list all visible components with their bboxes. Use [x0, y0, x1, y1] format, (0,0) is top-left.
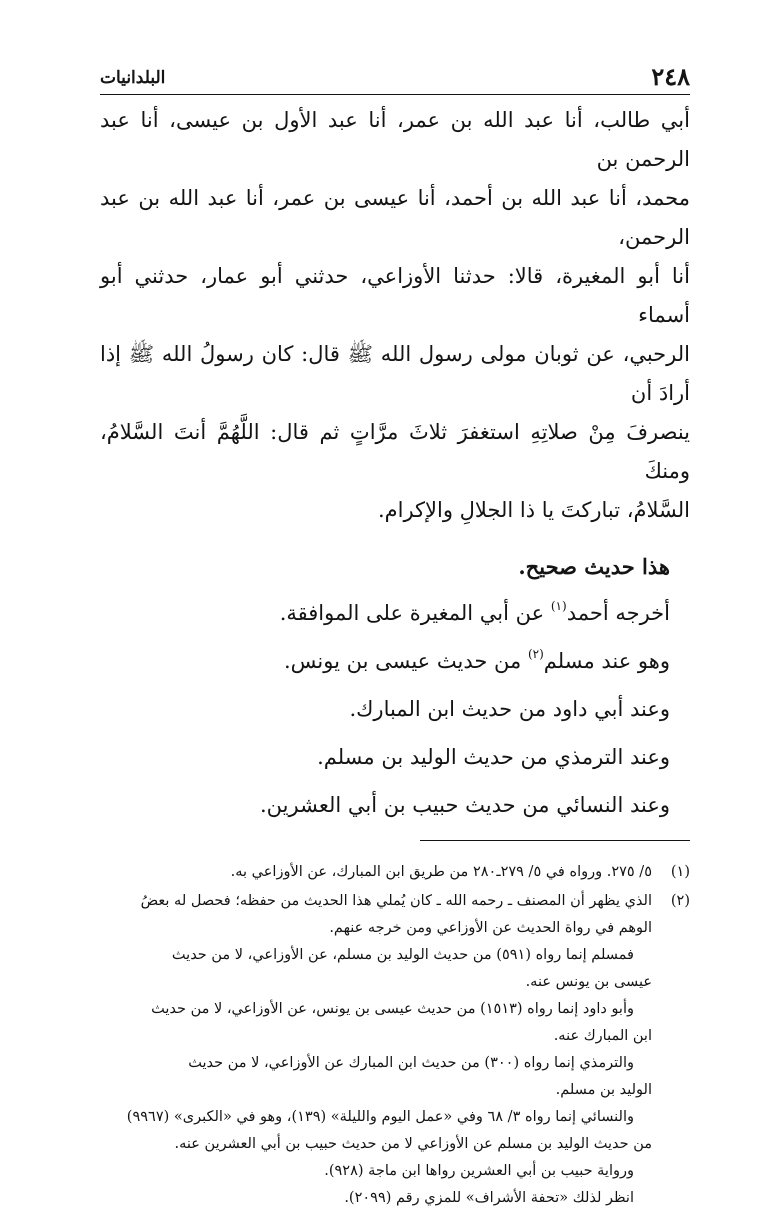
takhrij-text: أخرجه أحمد: [566, 601, 670, 625]
footnote-line: عيسى بن يونس عنه.: [525, 974, 652, 990]
hadith-ruling: هذا حديث صحيح.: [518, 554, 670, 579]
footnotes: [100, 859, 690, 1212]
footnote-ref-2[interactable]: (٢): [527, 647, 544, 661]
footnote-line: وأبو داود إنما رواه (١٥١٣) من حديث عيسى بن يونس، عن الأوزاعي، لا من حديث: [151, 1001, 634, 1017]
hadith-line: الرحبي، عن ثوبان مولى رسول الله ﷺ قال: كان رسولُ الله ﷺ إذا أرادَ أن: [100, 342, 690, 405]
footnote-line: الوليد بن مسلم.: [555, 1082, 652, 1098]
footnote-number: (١): [670, 864, 690, 880]
footnote-line: من حديث الوليد بن مسلم عن الأوزاعي لا من حديث حبيب بن أبي العشرين عنه.: [174, 1136, 652, 1152]
footnote-line: ٥/ ٢٧٥. ورواه في ٥/ ٢٧٩ـ٢٨٠ من طريق ابن المبارك، عن الأوزاعي به.: [230, 864, 652, 880]
takhrij-text: من حديث عيسى بن يونس.: [283, 649, 528, 673]
page-number: ٢٤٨: [651, 62, 690, 91]
running-title: البلدانيات: [100, 68, 166, 88]
footnote-number: (٢): [670, 893, 690, 909]
footnote-line: الوهم في رواة الحديث عن الأوزاعي ومن خرجه عنهم.: [329, 920, 652, 936]
footnote-2: [100, 888, 690, 1212]
footnote-ref-1[interactable]: (١): [550, 599, 567, 613]
footnote-line: فمسلم إنما رواه (٥٩١) من حديث الوليد بن مسلم، عن الأوزاعي، لا من حديث: [171, 947, 634, 963]
hadith-line: أنا أبو المغيرة، قالا: حدثنا الأوزاعي، حدثني أبو عمار، حدثني أبو أسماء: [100, 264, 690, 327]
footnote-line: والترمذي إنما رواه (٣٠٠) من حديث ابن المبارك عن الأوزاعي، لا من حديث: [188, 1055, 634, 1071]
hadith-line: ينصرفَ مِنْ صلاتِهِ استغفرَ ثلاثَ مرَّاتٍ ثم قال: اللَّهُمَّ أنتَ السَّلامُ، ومنكَ: [100, 420, 690, 483]
takhrij-text: عن أبي المغيرة على الموافقة.: [279, 601, 551, 625]
takhrij-item: [100, 742, 670, 772]
takhrij-text: وعند الترمذي من حديث الوليد بن مسلم.: [317, 745, 670, 769]
hadith-line: محمد، أنا عبد الله بن أحمد، أنا عيسى بن عمر، أنا عبد الله بن عبد الرحمن،: [100, 186, 690, 249]
footnote-line: الذي يظهر أن المصنف ـ رحمه الله ـ كان يُملي هذا الحديث من حفظه؛ فحصل له بعضُ: [140, 893, 652, 909]
footnote-1: [100, 859, 690, 886]
footnote-line: ابن المبارك عنه.: [553, 1028, 652, 1044]
takhrij-item: [100, 598, 670, 628]
hadith-line: أبي طالب، أنا عبد الله بن عمر، أنا عبد الأول بن عيسى، أنا عبد الرحمن بن: [100, 108, 690, 171]
takhrij-text: وهو عند مسلم: [543, 649, 670, 673]
takhrij-list: [100, 598, 670, 820]
hadith-line: السَّلامُ، تباركتَ يا ذا الجلالِ والإكرام.: [377, 498, 690, 522]
book-page: [100, 60, 690, 1214]
footnote-line: والنسائي إنما رواه ٣/ ٦٨ وفي «عمل اليوم والليلة» (١٣٩)، وهو في «الكبرى» (٩٩٦٧): [126, 1109, 634, 1125]
page-header: [100, 60, 690, 95]
takhrij-item: [100, 646, 670, 676]
footnote-line: انظر لذلك «تحفة الأشراف» للمزي رقم (٢٠٩٩).: [344, 1190, 634, 1206]
takhrij-item: [100, 790, 670, 820]
takhrij-item: [100, 694, 670, 724]
footnote-line: ورواية حبيب بن أبي العشرين رواها ابن ماجة (٩٢٨).: [324, 1163, 634, 1179]
footnote-separator: [420, 840, 690, 841]
hadith-text: [100, 101, 690, 530]
takhrij-text: وعند النسائي من حديث حبيب بن أبي العشرين.: [260, 793, 670, 817]
takhrij-text: وعند أبي داود من حديث ابن المبارك.: [349, 697, 670, 721]
